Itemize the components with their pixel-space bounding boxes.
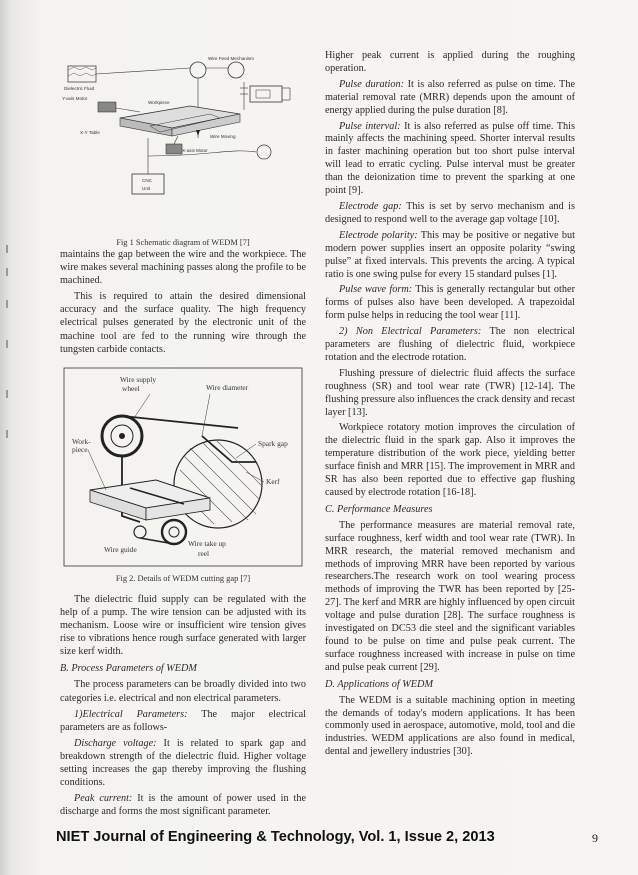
label-wire-diameter: Wire diameter: [206, 382, 249, 392]
left-paragraph-2: This is required to attain the desired dimensional accuracy and the surface quality. The high frequency electrical pulses generated by the electronic unit of the machine tool are fed to the running wire through the tungsten carbide contacts.: [60, 291, 306, 355]
right-paragraph-1: Higher peak current is applied during the roughing operation.: [325, 50, 575, 74]
left-paragraph-7: [60, 792, 306, 818]
electrode-gap-paragraph: [325, 201, 575, 227]
pulse-duration-paragraph: [325, 79, 575, 118]
label-wire-feed: Wire Feed Mechanism: [208, 56, 254, 61]
electrical-parameters-lead: 1)Electrical Parameters:: [74, 708, 188, 720]
label-wire-supply-wheel: wheel: [122, 383, 140, 393]
wedm-cutting-gap-diagram: [60, 366, 306, 568]
electrode-polarity-paragraph: [325, 230, 575, 282]
label-wire-supply: Wire supply: [120, 374, 157, 384]
workpiece-rotation-paragraph: Workpiece rotatory motion improves the circulation of the dielectric fluid in the spark gap. Also it improves the temperature distribution of the work piece, yielding better surface finish and MRR [15]. The improvement in MRR and SR has also been reported due to effective gap flushing caused by electrode rotation [16-18].: [325, 422, 575, 498]
figure-1-caption: Fig 1 Schematic diagram of WEDM [7]: [116, 238, 250, 247]
peak-current-lead: Peak current:: [74, 793, 133, 805]
label-y-axis-motor: Y-axis Motor: [62, 96, 88, 101]
electrode-gap-text: This is set by servo mechanism and is designed to respond well to the average gap voltage [10].: [325, 200, 575, 225]
non-electrical-paragraph: [325, 326, 575, 365]
left-paragraph-1: maintains the gap between the wire and the workpiece. The wire makes several machining passes along the profile to be machined.: [60, 249, 306, 287]
label-wire-guide: Wire guide: [104, 544, 137, 554]
electrode-polarity-lead: Electrode polarity:: [339, 229, 418, 241]
binding-mark: [6, 245, 8, 253]
label-work: Work-: [72, 436, 91, 446]
discharge-voltage-text: It is related to spark gap and breakdown strength of the dielectric fluid. Higher voltage setting increases the gap thereby improving the flushing conditions.: [60, 737, 306, 789]
applications-paragraph: The WEDM is a suitable machining option in meeting the demands of today's modern applications. It has been commonly used in aerospace, automotive, mold, tool and die industries. WEDM applications are also found in medical, dental and jewellery industries [30].: [325, 694, 575, 758]
pulse-interval-lead: Pulse interval:: [339, 120, 401, 132]
binding-mark: [6, 430, 8, 438]
label-wire-moving: Wire Moving: [210, 134, 236, 139]
peak-current-text: It is the amount of power used in the discharge and forms the most significant parameter.: [60, 793, 306, 818]
page-number: 9: [592, 831, 598, 845]
section-heading-d: D. Applications of WEDM: [325, 678, 433, 690]
flushing-pressure-paragraph: Flushing pressure of dielectric fluid affects the surface roughness (SR) and tool wear rate (TWR) [12-14]. The flushing pressure also influences the crack density and recast layer [13].: [325, 367, 575, 418]
binding-mark: [6, 300, 8, 308]
right-column: [325, 50, 575, 759]
figure-1: [60, 48, 306, 248]
pulse-duration-text: It is also referred as pulse on time. The material removal rate (MRR) depends upon the amount of energy applied during the pulse duration [8].: [325, 78, 575, 116]
label-kerf: Kerf: [266, 476, 280, 486]
binding-mark: [6, 390, 8, 398]
label-xy-table: X-Y Table: [80, 130, 100, 135]
binding-mark: [6, 268, 8, 276]
left-column: [60, 0, 306, 818]
electrode-polarity-text: This may be positive or negative but modern power supplies insert an opposite polarity “swing pulse” at fixed intervals. This prevents the arcing. A typical ratio is one swing pulse for every 15 standard pulses [1].: [325, 229, 576, 280]
pulse-wave-form-paragraph: [325, 284, 575, 323]
binding-mark: [6, 340, 8, 348]
left-paragraph-4: The process parameters can be broadly divided into two categories i.e. electrical and non electrical parameters.: [60, 679, 306, 704]
left-paragraph-5: [60, 708, 306, 734]
label-unit: Unit: [142, 186, 151, 191]
label-cnc: CNC: [142, 178, 152, 183]
performance-measures-paragraph: The performance measures are material removal rate, surface roughness, kerf width and tool wear rate (TWR). In MRR research, the material removed mechanism and methods of improving MRR have been reported by various researchers.The research work on tool wearing process methods of improving the TWR has been reported by [25-27]. The kerf and MRR are highly influenced by open circuit voltage and pulse duration [28]. The surface roughness is investigated on DC53 die steel and the significant variables found to be pulse on time and pulse peak current. The surface roughness increased with increase in pulse on time and pulse peak current [29].: [325, 519, 576, 673]
pulse-interval-text: It is also referred as pulse off time. This mainly affects the machining speed. Shorter interval results in faster machining operation but too short pulse interval will lead to erratic cycling. Pulse interval must be greater than the deionization time to prevent the sparking at one point [9].: [325, 120, 576, 197]
label-workpiece: Workpiece: [148, 100, 170, 105]
pulse-wave-form-lead: Pulse wave form:: [339, 284, 413, 296]
discharge-voltage-lead: Discharge voltage:: [74, 737, 157, 749]
label-take-up-reel: reel: [198, 548, 210, 558]
left-paragraph-6: [60, 737, 306, 789]
label-dielectric-fluid: Dielectric Fluid: [64, 86, 95, 91]
label-spark-gap: Spark gap: [258, 438, 288, 448]
non-electrical-lead: 2) Non Electrical Parameters:: [339, 326, 482, 338]
non-electrical-text: The non electrical parameters are flushing of dielectric fluid, workpiece rotation and the electrode rotation.: [325, 326, 575, 363]
electrical-parameters-text: The major electrical parameters are as follows-: [60, 708, 306, 733]
figure-2-caption: Fig 2. Details of WEDM cutting gap [7]: [115, 573, 251, 583]
label-x-axis-motor: X-axis Motor: [182, 148, 208, 153]
left-paragraph-3: The dielectric fluid supply can be regulated with the help of a pump. The wire tension can be adjusted with its mechanism. Loose wire or insufficient wire tension gives rise to vibrations hence rough surface generated with larger size kerf width.: [60, 593, 306, 658]
section-heading-c: C. Performance Measures: [325, 503, 433, 515]
section-heading-b: B. Process Parameters of WEDM: [60, 663, 197, 675]
pulse-interval-paragraph: [325, 121, 575, 198]
journal-footer: NIET Journal of Engineering & Technology, Vol. 1, Issue 2, 2013: [56, 829, 495, 845]
pulse-duration-lead: Pulse duration:: [339, 78, 405, 90]
label-piece: piece: [72, 444, 88, 454]
figure-2: [60, 366, 306, 585]
label-wire-take-up: Wire take up: [188, 538, 226, 548]
pulse-wave-form-text: This is generally rectangular but other forms of pulses also have been developed. A trapezoidal form pulse helps in reducing the tool wear [11].: [325, 284, 575, 322]
wedm-schematic-diagram: [60, 48, 306, 236]
electrode-gap-lead: Electrode gap:: [339, 200, 402, 212]
